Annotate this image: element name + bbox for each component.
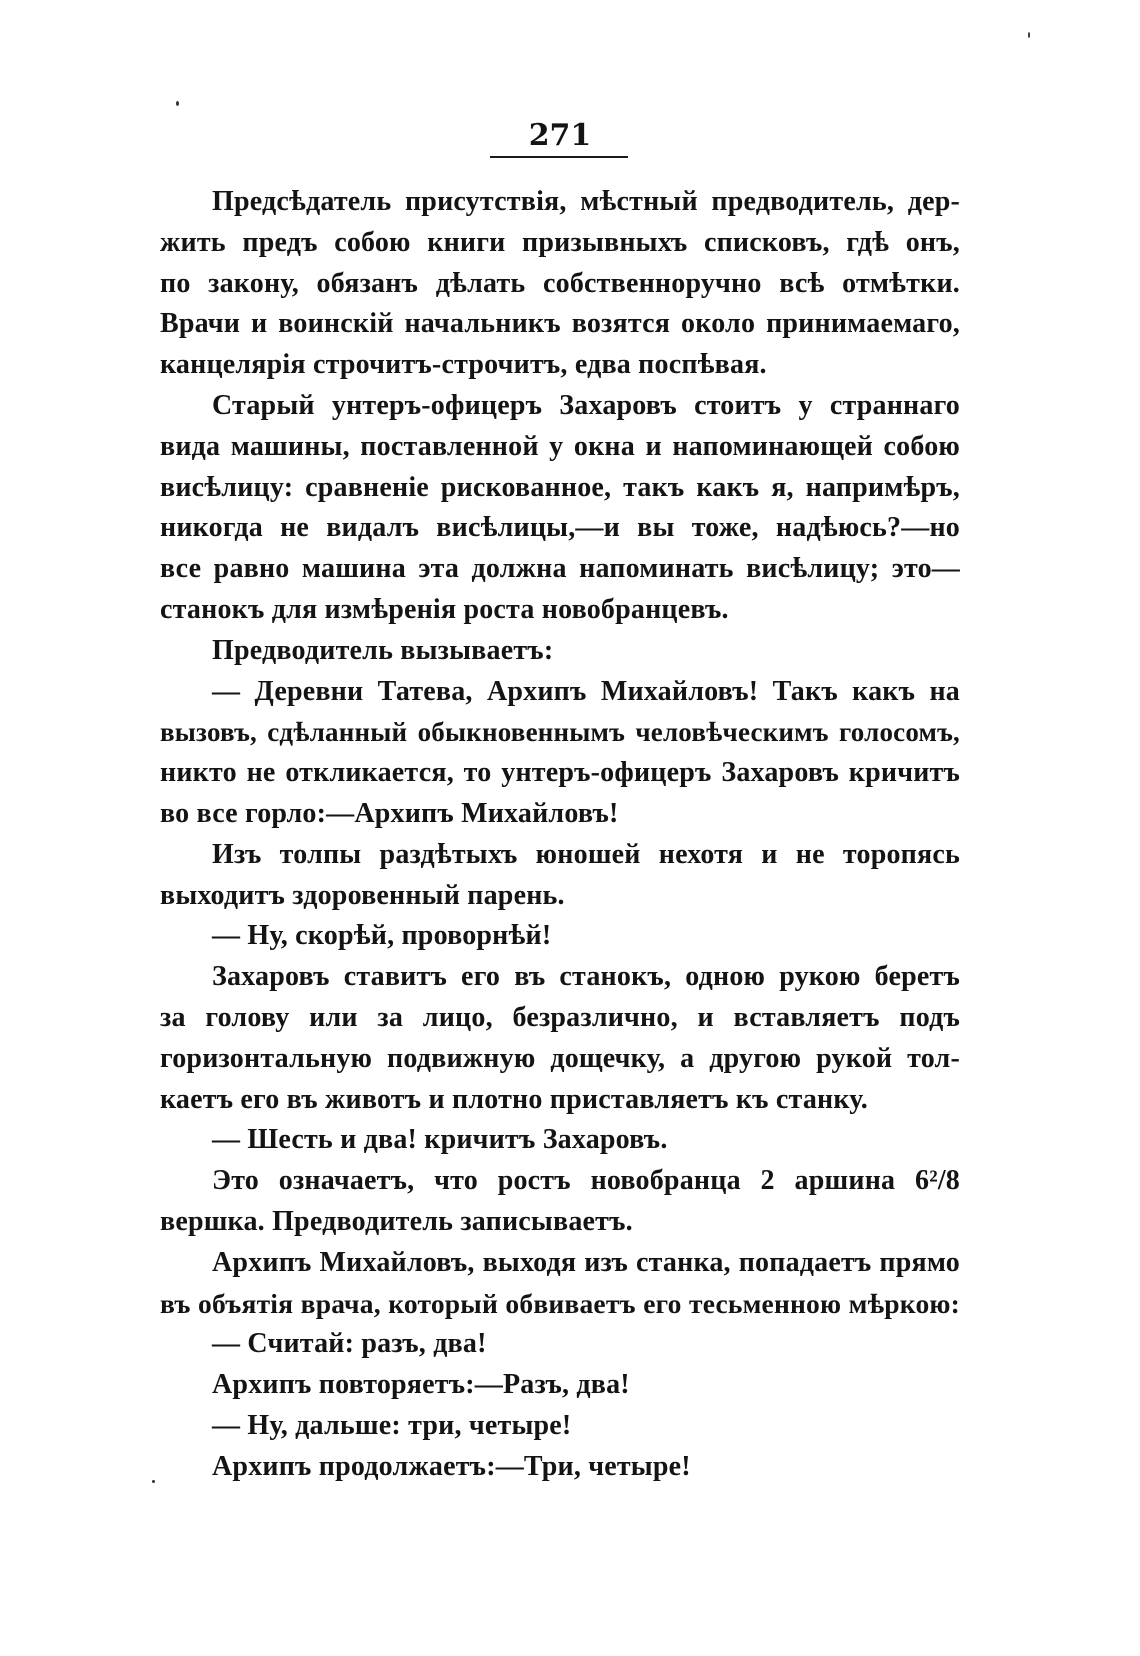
text-line: Это означаетъ, что ростъ новобранца 2 аршина 6²/8 — [212, 1165, 960, 1197]
page-number-rule — [490, 156, 628, 158]
text-line: за голову или за лицо, безразлично, и вставляетъ подъ — [160, 1001, 960, 1033]
text-line: вызовъ, сдѣланный обыкновеннымъ человѣческимъ голосомъ, — [160, 717, 960, 748]
text-line: жить предъ собою книги призывныхъ списковъ, гдѣ онъ, — [160, 226, 960, 258]
text-line: вида машины, поставленной у окна и напоминающей собою — [160, 430, 960, 462]
body-text — [160, 182, 960, 1488]
text-line: вершка. Предводитель записываетъ. — [160, 1205, 633, 1237]
text-line: станокъ для измѣренія роста новобранцевъ. — [160, 593, 729, 625]
text-line: во все горло:—Архипъ Михайловъ! — [160, 797, 619, 829]
text-line: никто не откликается, то унтеръ-офицеръ Захаровъ кричитъ — [160, 757, 960, 789]
page-number: 271 — [528, 118, 592, 153]
text-line: въ объятія врача, который обвиваетъ его тесьменною мѣркою: — [160, 1287, 960, 1319]
text-line: — Ну, дальше: три, четыре! — [212, 1409, 572, 1441]
text-line: висѣлицу: сравненіе рискованное, такъ какъ я, напримѣръ, — [160, 471, 960, 503]
text-line: горизонтальную подвижную дощечку, а другою рукой тол- — [160, 1042, 960, 1074]
text-line: каетъ его въ животъ и плотно приставляетъ къ станку. — [160, 1083, 868, 1115]
text-line: по закону, обязанъ дѣлать собственноручно всѣ отмѣтки. — [160, 267, 960, 299]
scan-speck — [1028, 32, 1030, 38]
text-line: — Считай: разъ, два! — [212, 1328, 487, 1360]
text-line: Архипъ повторяетъ:—Разъ, два! — [212, 1369, 630, 1401]
text-line: — Ну, скорѣй, проворнѣй! — [212, 920, 552, 952]
text-line: Захаровъ ставитъ его въ станокъ, одною рукою беретъ — [212, 961, 960, 993]
text-line: Предводитель вызываетъ: — [212, 634, 554, 666]
text-line: — Шесть и два! кричитъ Захаровъ. — [212, 1124, 668, 1156]
text-line: Врачи и воинскій начальникъ возятся около принимаемаго, — [160, 308, 960, 340]
text-line: канцелярія строчитъ-строчитъ, едва поспѣвая. — [160, 349, 767, 381]
text-line: — Деревни Татева, Архипъ Михайловъ! Такъ какъ на — [212, 675, 960, 707]
text-line: Старый унтеръ-офицеръ Захаровъ стоитъ у страннаго — [212, 389, 960, 421]
text-line: Изъ толпы раздѣтыхъ юношей нехотя и не торопясь — [212, 838, 960, 870]
scan-speck — [152, 1480, 155, 1483]
text-line: выходитъ здоровенный парень. — [160, 879, 565, 911]
text-line: Архипъ Михайловъ, выходя изъ станка, попадаетъ прямо — [212, 1246, 960, 1278]
scan-speck — [176, 101, 179, 106]
text-line: Предсѣдатель присутствія, мѣстный предводитель, дер- — [212, 186, 960, 217]
text-line: Архипъ продолжаетъ:—Три, четыре! — [212, 1450, 691, 1482]
text-line: все равно машина эта должна напоминать висѣлицу; это— — [160, 553, 960, 585]
text-line: никогда не видалъ висѣлицы,—и вы тоже, надѣюсь?—но — [160, 512, 960, 544]
